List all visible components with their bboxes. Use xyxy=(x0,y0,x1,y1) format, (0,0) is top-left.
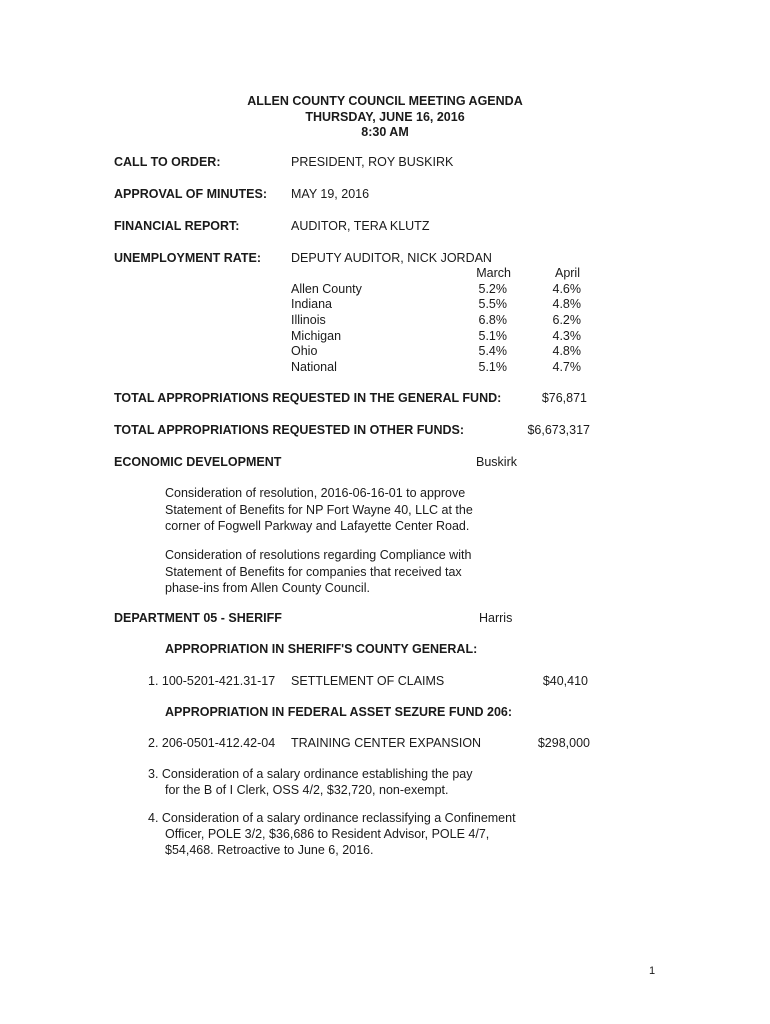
financial-report-value: AUDITOR, TERA KLUTZ xyxy=(291,219,430,233)
march-rate: 5.4% xyxy=(478,344,507,358)
april-rate: 4.8% xyxy=(552,297,581,311)
april-rate: 4.3% xyxy=(552,329,581,343)
text-line: 3. Consideration of a salary ordinance establishing the pay xyxy=(148,767,473,781)
text-line: Statement of Benefits for NP Fort Wayne 40, LLC at the xyxy=(165,502,473,517)
sheriff-county-general-subheading: APPROPRIATION IN SHERIFF'S COUNTY GENERAL: xyxy=(165,642,478,656)
column-header-april: April xyxy=(554,266,580,280)
april-rate: 4.8% xyxy=(552,344,581,358)
text-line: for the B of I Clerk, OSS 4/2, $32,720, non-exempt. xyxy=(165,783,449,797)
text-line: Consideration of resolution, 2016-06-16-01 to approve xyxy=(165,486,466,500)
page-number: 1 xyxy=(649,965,656,977)
item-1-account: 1. 100-5201-421.31-17 xyxy=(148,674,276,688)
economic-development-presenter: Buskirk xyxy=(476,455,517,469)
economic-development-item-2 xyxy=(165,547,471,597)
agenda-time: 8:30 AM xyxy=(361,125,409,139)
april-rate: 6.2% xyxy=(552,313,581,327)
sheriff-presenter: Harris xyxy=(479,611,513,625)
region-name: National xyxy=(291,360,337,374)
federal-asset-fund-subheading: APPROPRIATION IN FEDERAL ASSET SEZURE FUND 206: xyxy=(165,705,513,719)
region-name: Illinois xyxy=(291,313,326,327)
sheriff-item-3 xyxy=(148,766,473,798)
column-header-march: March xyxy=(476,266,511,280)
item-2-description: TRAINING CENTER EXPANSION xyxy=(291,736,482,750)
financial-report-label: FINANCIAL REPORT: xyxy=(114,219,240,233)
text-line: $54,468. Retroactive to June 6, 2016. xyxy=(165,843,374,857)
item-2-account: 2. 206-0501-412.42-04 xyxy=(148,736,276,750)
region-name: Michigan xyxy=(291,329,342,343)
sheriff-department-heading: DEPARTMENT 05 - SHERIFF xyxy=(114,611,282,625)
march-rate: 5.5% xyxy=(478,297,507,311)
text-line: phase-ins from Allen County Council. xyxy=(165,581,370,595)
approval-of-minutes-label: APPROVAL OF MINUTES: xyxy=(114,187,268,201)
other-funds-total-value: $6,673,317 xyxy=(527,423,590,437)
text-line: corner of Fogwell Parkway and Lafayette Center Road. xyxy=(165,519,470,533)
text-line: Consideration of resolutions regarding Compliance with xyxy=(165,548,472,562)
text-line: Officer, POLE 3/2, $36,686 to Resident Advisor, POLE 4/7, xyxy=(165,827,490,841)
april-rate: 4.7% xyxy=(552,360,581,374)
region-name: Indiana xyxy=(291,297,333,311)
march-rate: 5.2% xyxy=(478,282,507,296)
agenda-title: ALLEN COUNTY COUNCIL MEETING AGENDA xyxy=(247,94,523,108)
region-name: Allen County xyxy=(291,282,362,296)
unemployment-rate-value: DEPUTY AUDITOR, NICK JORDAN xyxy=(291,251,492,265)
unemployment-rate-label: UNEMPLOYMENT RATE: xyxy=(114,251,261,265)
march-rate: 5.1% xyxy=(478,329,507,343)
item-1-amount: $40,410 xyxy=(542,674,588,688)
sheriff-item-4 xyxy=(148,810,516,858)
general-fund-total-value: $76,871 xyxy=(541,391,587,405)
general-fund-total-label: TOTAL APPROPRIATIONS REQUESTED IN THE GENERAL FUND: xyxy=(114,391,502,405)
agenda-header xyxy=(0,94,770,141)
april-rate: 4.6% xyxy=(552,282,581,296)
item-1-description: SETTLEMENT OF CLAIMS xyxy=(291,674,445,688)
march-rate: 5.1% xyxy=(478,360,507,374)
economic-development-item-1 xyxy=(165,485,473,535)
agenda-date: THURSDAY, JUNE 16, 2016 xyxy=(305,109,465,124)
call-to-order-value: PRESIDENT, ROY BUSKIRK xyxy=(291,155,454,169)
item-2-amount: $298,000 xyxy=(537,736,590,750)
approval-of-minutes-value: MAY 19, 2016 xyxy=(291,187,370,201)
economic-development-heading: ECONOMIC DEVELOPMENT xyxy=(114,455,282,469)
text-line: Statement of Benefits for companies that received tax xyxy=(165,564,462,579)
march-rate: 6.8% xyxy=(478,313,507,327)
other-funds-total-label: TOTAL APPROPRIATIONS REQUESTED IN OTHER FUNDS: xyxy=(114,423,465,437)
call-to-order-label: CALL TO ORDER: xyxy=(114,155,221,169)
region-name: Ohio xyxy=(291,344,318,358)
text-line: 4. Consideration of a salary ordinance reclassifying a Confinement xyxy=(148,811,516,825)
